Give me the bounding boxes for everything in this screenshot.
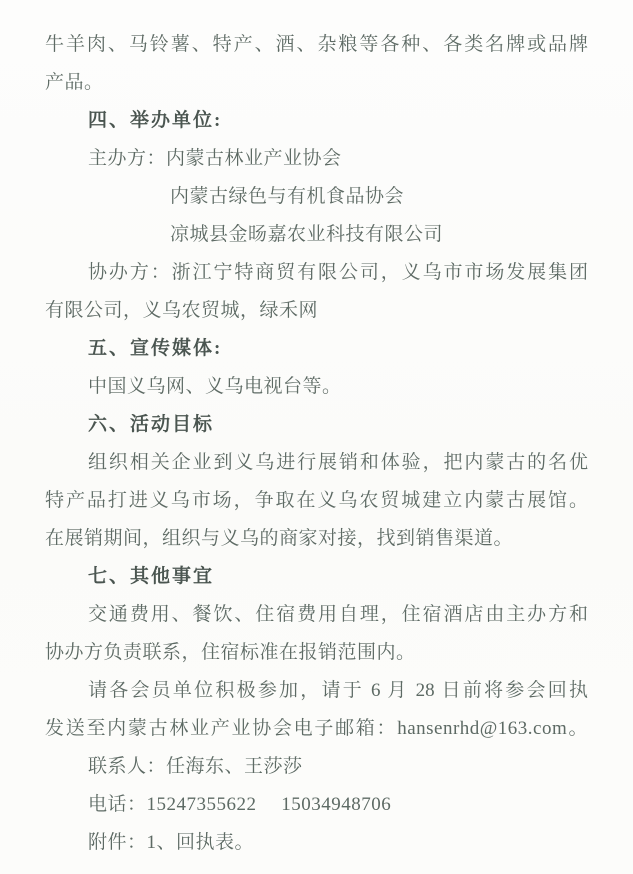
text-line: 交通费用、餐饮、住宿费用自理，住宿酒店由主办方和 [88, 604, 588, 625]
text-line: 产品。 [45, 72, 104, 93]
text-line: 协办方负责联系，住宿标准在报销范围内。 [45, 642, 416, 663]
text-line: 组织相关企业到义乌进行展销和体验，把内蒙古的名优 [88, 452, 588, 473]
text-line: 内蒙古绿色与有机食品协会 [170, 186, 405, 207]
text-line: 中国义乌网、义乌电视台等。 [88, 376, 342, 397]
text-line: 在展销期间，组织与义乌的商家对接，找到销售渠道。 [45, 528, 514, 549]
text-line: 协办方：浙江宁特商贸有限公司，义乌市市场发展集团 [88, 262, 588, 283]
email-line: 发送至内蒙古林业产业协会电子邮箱：hansenrhd@163.com。 [45, 718, 588, 739]
text-line: 特产品打进义乌市场，争取在义乌农贸城建立内蒙古展馆。 [45, 490, 588, 511]
section-heading-5: 五、宣传媒体: [88, 338, 223, 359]
contact-person-line: 联系人：任海东、王莎莎 [88, 756, 303, 777]
phone-line: 电话：15247355622 15034948706 [88, 794, 392, 815]
text-line: 有限公司，义乌农贸城，绿禾网 [45, 300, 319, 321]
section-heading-6: 六、活动目标 [88, 414, 215, 435]
text-line: 主办方：内蒙古林业产业协会 [88, 148, 342, 169]
section-heading-7: 七、其他事宜 [88, 566, 215, 587]
text-line: 凉城县金旸嘉农业科技有限公司 [170, 224, 444, 245]
text-line: 牛羊肉、马铃薯、特产、酒、杂粮等各种、各类名牌或品牌 [45, 34, 588, 55]
text-line: 请各会员单位积极参加，请于 6 月 28 日前将参会回执 [88, 680, 588, 701]
section-heading-4: 四、举办单位: [88, 110, 223, 131]
attachment-line: 附件：1、回执表。 [88, 832, 255, 853]
